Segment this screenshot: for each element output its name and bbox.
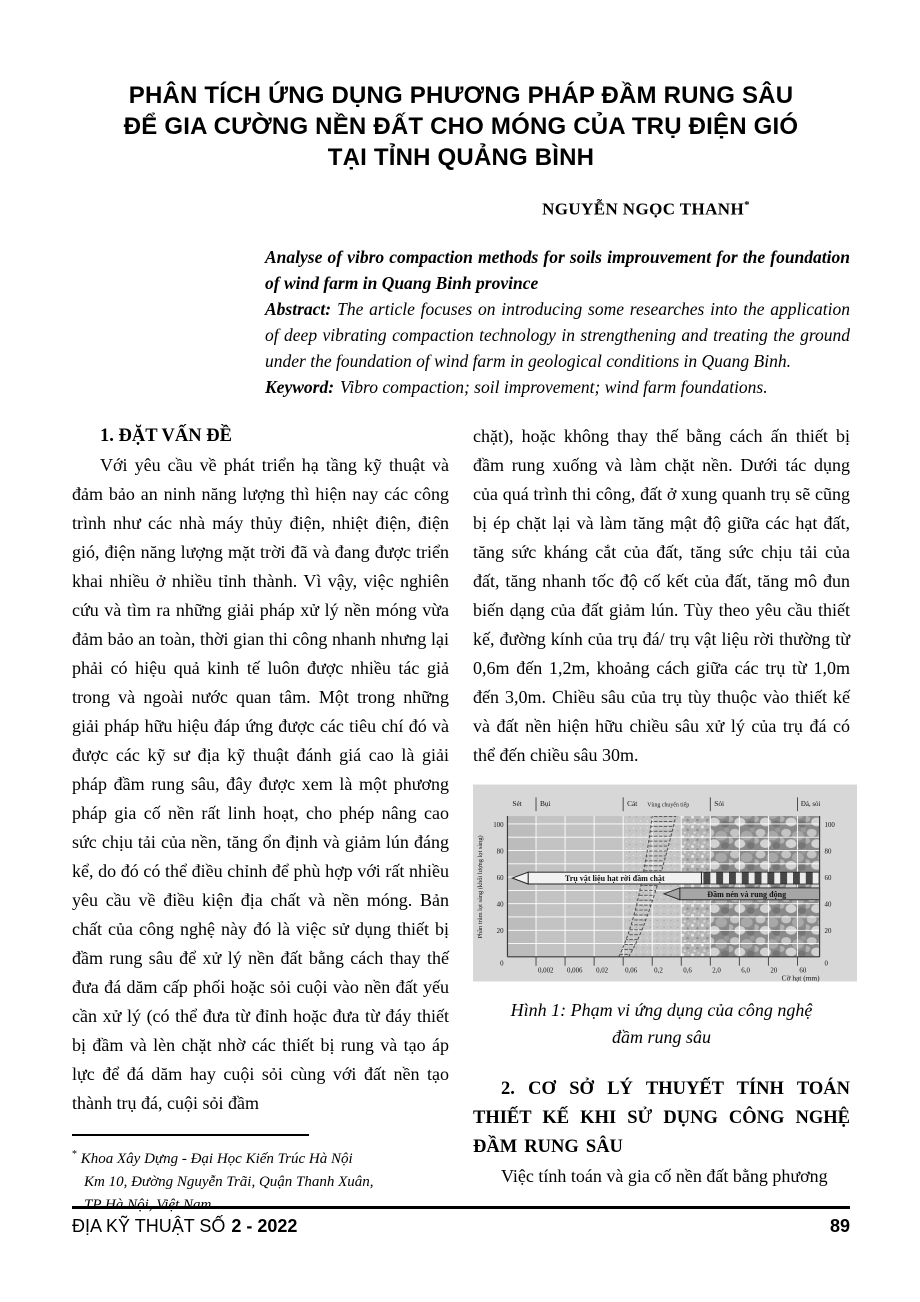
y-tick-right-40: 40 [824, 901, 832, 909]
y-tick-right-80: 80 [824, 848, 832, 856]
section-2-heading: 2. CƠ SỞ LÝ THUYẾT TÍNH TOÁN THIẾT KẾ KHI SỬ DỤNG CÔNG NGHỆ ĐẦM RUNG SÂU [473, 1078, 850, 1157]
y-tick-left-40: 40 [496, 901, 504, 909]
zone-label-sand: Cát [627, 798, 638, 808]
author-name: NGUYỄN NGỌC THANH [542, 199, 745, 219]
body-columns [72, 422, 850, 1217]
page-footer [72, 1206, 850, 1237]
x-tick-0006: 0,006 [567, 967, 583, 975]
band-compacted-granular-column [512, 872, 819, 884]
paper-title-line-2: ĐỂ GIA CƯỜNG NỀN ĐẤT CHO MÓNG CỦA TRỤ ĐIỆN GIÓ [123, 113, 799, 140]
x-tick-60mm: 60 [799, 967, 807, 975]
y-tick-right-0: 0 [824, 960, 828, 968]
right-column [473, 422, 850, 1217]
y-tick-left-60: 60 [496, 874, 504, 882]
x-axis-title: Cỡ hạt (mm) [781, 973, 820, 982]
zone-label-clay: Sét [512, 798, 522, 808]
band-2-label: Đầm nén và rung động [707, 889, 787, 899]
section-1-paragraph: Với yêu cầu về phát triển hạ tầng kỹ thuật và đảm bảo an ninh năng lượng thì hiện nay các công trình như các nhà máy thủy điện, nhiệt điện, điện gió, điện năng lượng mặt trời đã và đang được triển khai nhiều ở nhiều tỉnh thành. Vì vậy, việc nghiên cứu và tìm ra những giải pháp xử lý nền móng vừa đảm bảo an toàn, thời gian thi công nhanh nhưng lại phải có hiệu quả kinh tế luôn được nhiều tác giả trong và ngoài nước quan tâm. Một trong những giải pháp hữu hiệu đáp ứng được các tiêu chí đó và được các kỹ sư địa kỹ thuật đánh giá cao là giải pháp đầm rung sâu, đây được xem là một phương pháp gia cố nền rất linh hoạt, cho phép nâng cao sức chịu tải của nền, tăng ổn định và giảm lún đáng kể, do đó có thể điều chỉnh để phù hợp với rất nhiều yêu cầu về điều kiện địa chất và nền móng. Bản chất của công nghệ này đó là việc sử dụng thiết bị đầm rung sâu để xử lý nền đất bằng cách thay thế đưa đá dăm cấp phối hoặc sỏi cuội vào nền đất yếu cần xử lý (có thể đưa từ đỉnh hoặc đưa từ đáy thiết bị đầm và lèn chặt nhờ các thiết bị rung và tạo áp lực để đá dăm hay cuội sỏi cùng với đất nền tạo thành trụ đá, cuội sỏi đầm [72, 454, 449, 1113]
section-1-paragraph-continued: chặt), hoặc không thay thế bằng cách ấn thiết bị đầm rung xuống và làm chặt nền. Dưới tác dụng của quá trình thi công, đất ở xung quanh trụ sẽ cũng bị ép chặt lại và làm tăng mật độ giữa các hạt đất, tăng sức kháng cắt của đất, tăng sức chịu tải của đất, tăng nhanh tốc độ cố kết của đất, tăng mô đun biến dạng của đất giảm lún. Tùy theo yêu cầu thiết kế, đường kính của trụ đá/ trụ vật liệu rời thường từ 0,6m đến 1,2m, khoảng cách giữa các trụ từ 1,0m đến 3,0m. Chiều sâu của trụ tùy thuộc vào thiết kế và đất nền hiện hữu chiều sâu xử lý của trụ đá có thể đến chiều sâu 30m. [473, 425, 850, 765]
keyword-paragraph [265, 374, 850, 400]
x-tick-20: 2,0 [712, 967, 721, 975]
zone-label-stone: Đá, sỏi [800, 800, 821, 808]
y-tick-left-80: 80 [496, 848, 504, 856]
figure-caption-line-2: đầm rung sâu [611, 1026, 711, 1047]
footnote-mark: * [72, 1148, 77, 1160]
zone-label-transition: Vùng chuyển tiếp [647, 802, 690, 809]
grain-size-chart [473, 784, 857, 982]
abstract-label: Abstract: [265, 298, 332, 319]
section-1-heading: 1. ĐẶT VẤN ĐỀ [100, 425, 232, 446]
keyword-label: Keyword: [265, 376, 335, 397]
keyword-text: Vibro compaction; soil improvement; wind farm foundations. [340, 376, 768, 397]
x-tick-02: 0,2 [654, 967, 663, 975]
abstract-paragraph [265, 296, 850, 374]
y-tick-right-100: 100 [824, 821, 835, 829]
zone-label-gravel: Sỏi [714, 798, 725, 808]
footnote-line-2: Km 10, Đường Nguyễn Trãi, Quận Thanh Xuân, [84, 1173, 374, 1190]
footnote-divider [72, 1134, 309, 1136]
x-tick-002: 0,02 [596, 967, 609, 975]
x-tick-06: 0,6 [683, 967, 692, 975]
page-number: 89 [829, 1216, 850, 1236]
figure-1-caption [473, 997, 850, 1051]
footnote-line-1 [72, 1143, 449, 1171]
x-tick-20mm: 20 [770, 967, 778, 975]
x-tick-60: 6,0 [741, 967, 750, 975]
journal-issue: 2 - 2022 [231, 1216, 298, 1236]
y-tick-right-60: 60 [824, 874, 832, 882]
x-tick-006: 0,06 [625, 967, 638, 975]
paper-title-line-3: TẠI TỈNH QUẢNG BÌNH [327, 144, 595, 171]
band-1-label: Trụ vật liệu hạt rời đầm chặt [564, 873, 665, 883]
abstract-text: The article focuses on introducing some researches into the application of deep vibrating compaction technology in strengthening and treating the ground under the foundation of wind farm in geological conditions in Quang Binh. [265, 298, 850, 371]
author-footnote-mark: * [744, 199, 750, 211]
y-tick-left-100: 100 [493, 821, 504, 829]
zone-label-silt: Bụi [539, 798, 551, 808]
abstract-english-title: Analyse of vibro compaction methods for soils improuvement for the foundation of wind farm in Quang Binh province [265, 246, 850, 293]
paper-title-line-1: PHÂN TÍCH ỨNG DỤNG PHƯƠNG PHÁP ĐẦM RUNG SÂU [128, 82, 794, 109]
author-line [72, 199, 850, 220]
abstract-block [265, 244, 850, 400]
x-tick-0002: 0,002 [537, 967, 554, 975]
figure-caption-line-1: Hình 1: Phạm vi ứng dụng của công nghệ [510, 999, 813, 1020]
y-tick-right-20: 20 [824, 927, 832, 935]
footnote-affiliation: Khoa Xây Dựng - Đại Học Kiến Trúc Hà Nội [80, 1150, 353, 1167]
y-axis-title: Phần trăm lọt sàng (khối lượng lọt sàng) [476, 834, 484, 939]
paper-title [72, 80, 850, 173]
section-2-opening-paragraph: Việc tính toán và gia cố nền đất bằng phương [501, 1165, 828, 1186]
y-tick-left-0: 0 [500, 960, 504, 968]
journal-title: ĐỊA KỸ THUẬT SỐ [72, 1216, 226, 1236]
band-compaction-vibration [664, 888, 820, 900]
journal-name [72, 1216, 297, 1237]
y-tick-left-20: 20 [496, 927, 504, 935]
figure-1 [473, 784, 850, 1051]
footnote-line-3: TP Hà Nội, Việt Nam [84, 1196, 212, 1213]
left-column [72, 422, 449, 1217]
